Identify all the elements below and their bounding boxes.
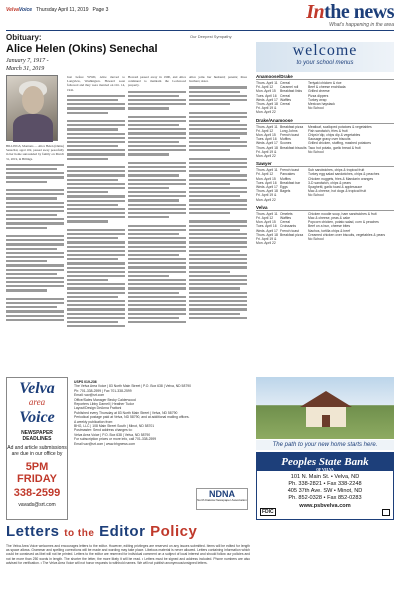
- brand-logo: VelvaVoice: [6, 7, 33, 13]
- velva-voice-ad: [6, 377, 68, 520]
- ndna-logo-text: NDNA: [209, 489, 235, 499]
- bank-name: Peoples State Bank OF VELVA: [257, 453, 393, 471]
- menu-breakfast: [280, 237, 308, 245]
- ad-deadline-heading: NEWSPAPER DEADLINES: [21, 430, 53, 442]
- menu-lunch: Chicken noodle soup, ham sandwiches & fruit: [308, 211, 377, 216]
- usps-id: USPS 019-236: [74, 380, 97, 384]
- menu-day: Tues. April 16: [256, 180, 277, 185]
- menu-day: Thurs. April 11: [256, 124, 278, 129]
- menu-breakfast: Waffles: [280, 97, 292, 102]
- menu-breakfast: French toast: [280, 228, 299, 233]
- menu-lunch: Mac & cheese, peas & cake: [308, 216, 351, 221]
- menu-lunch: Sub sandwiches, chips & tropical fruit: [308, 168, 365, 173]
- menu-lunch: No School: [308, 193, 324, 198]
- ad-phone: 338-2599: [13, 487, 61, 499]
- menu-day: Fri. April 19 & Mon. April 22: [256, 237, 277, 246]
- school-menu: [256, 118, 394, 159]
- menu-lunch: Beef on a bun, cheese bites: [308, 224, 351, 229]
- obituary-col4-text: Alice joins her husband; parents; three brothers; sister.: [189, 75, 247, 84]
- menu-day: Thurs. April 11: [256, 211, 278, 216]
- menu-lunch: No School: [308, 237, 324, 242]
- menu-banner: [256, 42, 394, 72]
- menu-row: [256, 237, 394, 245]
- menu-day: Thurs. April 18: [256, 145, 278, 150]
- obituary-column-3: [128, 75, 186, 372]
- menu-lunch: Fish sandwich, fries & fruit: [308, 128, 348, 133]
- menu-lunch: Pizza dippers: [308, 93, 329, 98]
- menu-day: Fri. April 19 & Mon. April 22: [256, 149, 277, 159]
- menu-subtitle: to your school menus: [296, 60, 354, 66]
- sponsor-line: Our Deepest Sympathy: [190, 34, 232, 39]
- menu-day: Fri. April 12: [256, 216, 274, 221]
- obituary-col2-text: Just before WWII, Alice moved to Longview, Washington. Howard soon followed and they were married on Oct. 14, 1941.: [67, 75, 125, 92]
- obituary-photo: [6, 75, 58, 141]
- school-name: Sawyer: [256, 161, 394, 167]
- menu-breakfast: Cereal: [280, 102, 290, 107]
- publication-info-line: For subscription prices or more info, call 701-338-2599: [74, 437, 157, 442]
- menu-lunch: Beef & cheese enchilada: [308, 85, 346, 90]
- menu-breakfast: Cereal: [280, 220, 290, 225]
- death-date: March 31, 2019: [6, 66, 45, 72]
- menu-lunch: 3-D sandwich, chips & pears: [308, 180, 351, 185]
- publication-info-line: Layout/Design DeAnna Frattoni: [74, 406, 122, 411]
- menu-breakfast: [280, 106, 308, 114]
- ad-email[interactable]: vavads@srt.com: [18, 502, 56, 508]
- menu-breakfast: Breakfast biscuits: [280, 145, 307, 150]
- menu-lunch: Sausage gravy over biscuits: [308, 137, 351, 142]
- menu-day: Weds. April 17: [256, 228, 278, 233]
- letters-policy: [6, 523, 250, 613]
- menu-breakfast: Waffles: [280, 216, 292, 221]
- letters-title: Letters to the Editor Policy: [6, 523, 198, 540]
- ad-deadline-time: 5PM FRIDAY: [17, 461, 57, 485]
- obituary-column-2: [67, 75, 125, 372]
- menu-lunch: Nachos, tortilla chips & beef: [308, 228, 351, 233]
- obituary-label: Obituary:: [6, 33, 42, 42]
- menu-lunch: No School: [308, 149, 324, 154]
- section-title: the news: [324, 1, 394, 23]
- menu-day: Weds. April 17: [256, 97, 278, 102]
- issue-date: Thursday April 11, 2019: [36, 7, 89, 13]
- menu-day: Mon. April 15: [256, 176, 276, 181]
- menu-breakfast: Bagels: [280, 189, 291, 194]
- menu-day: Mon. April 15: [256, 220, 276, 225]
- menu-lunch: Taco hot potato, garlic bread & fruit: [308, 145, 361, 150]
- menu-day: Mon. April 15: [256, 133, 276, 138]
- menu-lunch: Turkey egg salad sandwiches, chips & peaches: [308, 172, 380, 177]
- menu-breakfast: [280, 150, 308, 158]
- menu-lunch: Mexican haystack: [308, 102, 335, 107]
- menu-breakfast: Croissants: [280, 224, 297, 229]
- school-menu: [256, 205, 394, 246]
- home-loan-ad-image: [256, 377, 394, 439]
- menu-day: Tues. April 16: [256, 93, 277, 98]
- menu-day: Fri. April 19 & Mon. April 22: [256, 193, 277, 202]
- publication-info-line: Periodical postage paid at Velva, ND 58790, and at additional mailing offices.: [74, 415, 190, 420]
- menu-day: Fri. April 19 & Mon. April 22: [256, 106, 277, 115]
- menu-breakfast: Breakfast pizza: [280, 124, 304, 129]
- obituary-column-4: [189, 75, 247, 372]
- menu-row: [256, 150, 394, 158]
- school-name: Anamoose/Drake: [256, 74, 394, 80]
- publication-info-line: BHG, LLC | 108 Main Street South | Minot, ND 58701: [74, 424, 155, 429]
- menu-breakfast: Scones: [280, 141, 292, 146]
- menu-day: Thurs. April 11: [256, 81, 278, 85]
- fdic-badge: FDIC: [262, 509, 274, 515]
- menu-breakfast: Long Johns: [280, 128, 298, 133]
- menu-breakfast: Omelets: [280, 211, 293, 216]
- equal-housing-icon: [382, 509, 390, 516]
- menu-breakfast: Muffins: [280, 137, 291, 142]
- bank-ad: [256, 452, 394, 520]
- obituary-col3-text: Howard passed away in 1990, and Alice continued to maintain the Lockwood property.: [128, 75, 186, 88]
- menu-lunch: Meatloaf, scalloped potatoes & vegetables: [308, 124, 372, 129]
- section-tagline: What's happening in the area: [329, 22, 394, 28]
- menu-breakfast: Caramel roll: [280, 85, 299, 90]
- publication-info-line: Email vav@srt.com | www.bhgnews.com: [74, 441, 136, 446]
- menu-day: Thurs. April 18: [256, 189, 278, 194]
- menu-breakfast: French toast: [280, 133, 299, 138]
- ad-logo-mid: area: [28, 397, 46, 407]
- publication-info-line: Postmaster: Send address changes to:: [74, 428, 133, 433]
- menu-lunch: Creamed chicken over biscuits, vegetables & pears: [308, 232, 386, 237]
- menu-lunch: Spaghetti, garlic toast & applesauce: [308, 185, 363, 190]
- ad-logo-bottom: Voice: [19, 409, 55, 426]
- menu-breakfast: Pancakes: [280, 172, 295, 177]
- bank-website[interactable]: www.psbvelva.com: [299, 503, 351, 509]
- menu-lunch: Chicken nuggets, fries & Mandarin oranges: [308, 176, 374, 181]
- home-loan-caption: The path to your new home starts here.: [256, 440, 394, 450]
- menu-breakfast: Breakfast bar: [280, 180, 301, 185]
- menu-breakfast: Muffins: [280, 176, 291, 181]
- menu-day: Thurs. April 18: [256, 102, 278, 107]
- birth-date: January 7, 1917 -: [6, 58, 49, 64]
- obituary-name: Alice Helen (Okins) Senechal: [6, 43, 158, 55]
- menu-day: Thurs. April 11: [256, 168, 278, 173]
- publication-info-line: Velva Area Voice | P.O. Box 638 | Velva, ND 58790: [74, 432, 151, 437]
- menu-breakfast: Cereal: [280, 93, 290, 98]
- menu-lunch: Teriyaki chicken & rice: [308, 81, 342, 85]
- publication-info-line: Email: vav@srt.com: [74, 393, 105, 398]
- menu-breakfast: French toast: [280, 168, 299, 173]
- ad-logo-top: Velva: [19, 380, 55, 397]
- obituary-column-1: [6, 144, 64, 372]
- menu-day: Tues. April 16: [256, 224, 277, 229]
- menu-day: Fri. April 12: [256, 128, 274, 133]
- menu-lunch: Popcorn chicken, potato salad, corn & peaches: [308, 220, 379, 225]
- section-banner: [306, 2, 394, 28]
- menu-welcome: welcome: [292, 42, 358, 59]
- menu-lunch: Chips'n'dip, chips dip & vegetables: [308, 133, 361, 138]
- menu-breakfast: [280, 193, 308, 201]
- menu-day: Fri. April 12: [256, 172, 274, 177]
- menu-day: Thurs. April 18: [256, 232, 278, 237]
- ad-deadline-text: Ad and article submissions are due in our office by: [7, 445, 67, 457]
- menu-breakfast: Breakfast pizza: [280, 232, 304, 237]
- bank-address: 101 N. Main St. • Velva, ND Ph. 338-2821 • Fax 338-2248 405 37th Ave. SW • Minot, ND Ph. 852-0328 • Fax 852-0283: [287, 474, 363, 501]
- menu-lunch: Grilled cheese: [308, 89, 330, 94]
- ndna-logo: [196, 488, 248, 510]
- section-in: In: [306, 1, 325, 23]
- menu-breakfast: Cereal: [280, 81, 290, 85]
- menu-breakfast: Eggs: [280, 185, 288, 190]
- obituary-dates: [6, 57, 49, 73]
- obituary-lead: BILLINGS, Montana — Alice Helen (Okins) Senechal, aged 102, passed away peacefully in her home surrounded by family on March 31, 2019, in Billings.: [6, 144, 64, 161]
- publication-info-line: Ph: 701-338-2599 | Fax 701-338-2599: [74, 388, 132, 393]
- header-divider: [6, 30, 394, 31]
- menu-day: Mon. April 15: [256, 89, 276, 94]
- menu-day: Weds. April 17: [256, 141, 278, 146]
- menu-day: Tues. April 16: [256, 137, 277, 142]
- menu-lunch: Mac & cheese, hot dogs & tropical fruit: [308, 189, 367, 194]
- school-name: Drake/Anamoose: [256, 118, 394, 124]
- school-menus: [256, 74, 394, 372]
- ndna-logo-subtext: North Dakota Newspaper Association: [197, 498, 247, 502]
- school-menu: [256, 74, 394, 115]
- menu-lunch: No School: [308, 106, 324, 111]
- publication-info-line: The Velva Area Voice | 83 North Main Street | P.O. Box 638 | Velva, ND 58790: [74, 384, 191, 389]
- page-number: Page 3: [92, 7, 109, 13]
- school-name: Velva: [256, 205, 394, 211]
- publication-info-line: Office/Sales Manager Becky Calderwood: [74, 397, 136, 402]
- bank-subname: OF VELVA: [316, 468, 334, 472]
- menu-day: Fri. April 12: [256, 85, 274, 90]
- school-menu: [256, 161, 394, 202]
- menu-day: Weds. April 17: [256, 185, 278, 190]
- publication-info-line: Published every Thursday at 83 North Main Street | Velva, ND 58790: [74, 410, 178, 415]
- menu-row: [256, 106, 394, 114]
- menu-lunch: Grilled chicken, stuffing, mashed potatoes: [308, 141, 371, 146]
- menu-breakfast: Breakfast links: [280, 89, 303, 94]
- menu-row: [256, 193, 394, 201]
- publication-info-line: A weekly publication from:: [74, 419, 114, 424]
- letters-body: The Velva Area Voice welcomes and encourages letters to the editor. However, editing privileges are reserved on any issues submitted. Items will be edited for length as space allows. Grammar and spelling corrections will be made and wording may take place. Libelous material is never allowed. Letters containing information which could be construed as libel will not be printed. Letters to the editor are reserved for individual comment on a subject of local interest and should follow our policies and not be more than 250 words in length. The shorter the letter, the more likely it will be read. • Letters must be signed and address included. Phone numbers are also advised for verification. • The Velva Area Voice will not honor requests to withhold names. We will not publish anonymous/unsigned letters.: [6, 544, 250, 565]
- publication-info-line: Reporters Libby Darnell | Heather Tudor: [74, 402, 135, 407]
- menu-lunch: Turkey wrap: [308, 97, 327, 102]
